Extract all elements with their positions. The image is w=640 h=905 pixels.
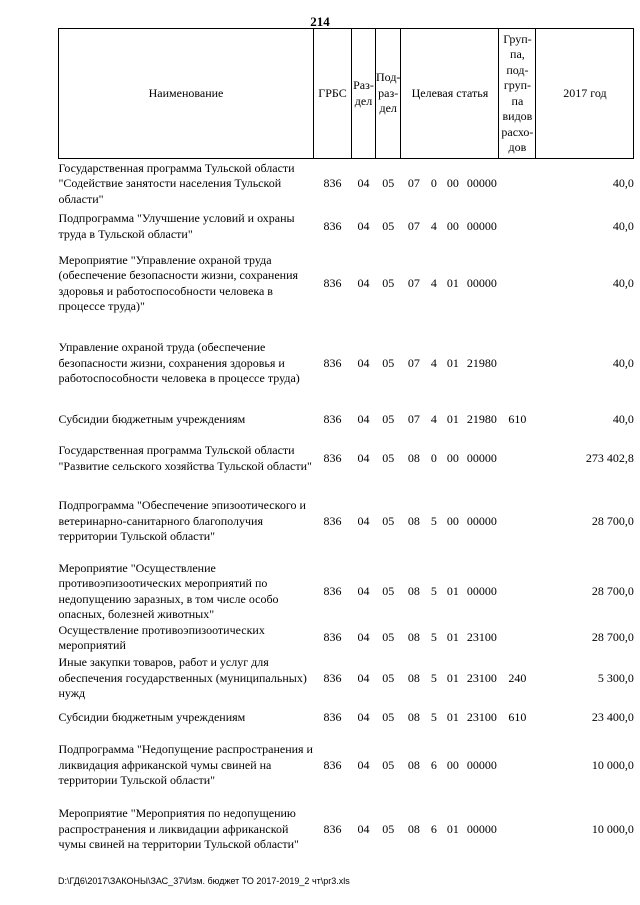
row-razdel: 04 <box>357 821 370 836</box>
row-grbs: 836 <box>323 218 342 233</box>
row-razdel: 04 <box>357 176 370 190</box>
row-target-event: 01 <box>446 355 459 370</box>
row-target-event: 01 <box>446 275 459 290</box>
row-podrazdel: 05 <box>382 450 395 465</box>
row-razdel: 04 <box>357 513 370 528</box>
row-amount: 23 400,0 <box>591 709 634 724</box>
table-row <box>59 435 634 483</box>
row-target-direction: 00000 <box>466 821 497 836</box>
row-amount: 28 700,0 <box>591 583 634 598</box>
row-name: Подпрограмма "Недопущение распространения и ликвидация африканской чумы свиней на территории Тульской области" <box>58 742 313 788</box>
table-row <box>59 623 634 654</box>
row-expense-type <box>499 159 536 209</box>
row-razdel: 04 <box>357 355 370 370</box>
table-row <box>59 483 634 561</box>
row-amount: 10 000,0 <box>591 821 634 836</box>
row-target-subprogram: 5 <box>430 670 437 685</box>
row-name: Государственная программа Тульской области "Развитие сельского хозяйства Тульской области" <box>58 443 312 473</box>
row-grbs: 836 <box>323 513 342 528</box>
row-target-direction: 00000 <box>466 450 497 465</box>
row-target-program: 07 <box>407 218 420 233</box>
row-grbs: 836 <box>323 821 342 836</box>
row-target-direction: 00000 <box>466 176 497 190</box>
row-podrazdel: 05 <box>382 670 395 685</box>
row-expense-type <box>499 209 536 245</box>
row-amount: 10 000,0 <box>591 757 634 772</box>
row-expense-type <box>499 561 536 623</box>
row-target-direction: 23100 <box>466 670 497 685</box>
row-razdel: 04 <box>357 709 370 724</box>
row-grbs: 836 <box>323 450 342 465</box>
row-grbs: 836 <box>323 757 342 772</box>
table-row <box>59 323 634 405</box>
row-target-program: 08 <box>407 670 420 685</box>
budget-table <box>58 28 634 860</box>
row-amount: 5 300,0 <box>597 670 634 685</box>
row-name: Мероприятие "Управление охраной труда (обеспечение безопасности жизни, сохранения здоровья и работоспособности человека в процессе труда)" <box>58 252 299 313</box>
header-podrazdel: Под- раз- дел <box>376 29 401 159</box>
table-row <box>59 732 634 800</box>
row-target-subprogram: 4 <box>430 411 437 426</box>
row-grbs: 836 <box>323 709 342 724</box>
row-razdel: 04 <box>357 218 370 233</box>
row-target-direction: 00000 <box>466 513 497 528</box>
row-target-subprogram: 0 <box>430 450 437 465</box>
row-expense-type <box>499 732 536 800</box>
table-row <box>59 209 634 245</box>
row-target-event: 01 <box>446 411 459 426</box>
row-target-direction: 00000 <box>466 757 497 772</box>
row-podrazdel: 05 <box>382 757 395 772</box>
row-razdel: 04 <box>357 450 370 465</box>
row-expense-type: 240 <box>508 670 527 685</box>
row-expense-type: 610 <box>508 411 527 426</box>
table-row <box>59 405 634 435</box>
row-grbs: 836 <box>323 583 342 598</box>
file-path-footer: D:\ГД6\2017\ЗАКОНЫ\ЗАС_37\Изм. бюджет ТО 2017-2019_2 чт\pr3.xls <box>58 876 350 886</box>
row-target-direction: 23100 <box>466 709 497 724</box>
row-target-program: 07 <box>407 355 420 370</box>
row-name: Иные закупки товаров, работ и услуг для обеспечения государственных (муниципальных) нужд <box>58 655 307 701</box>
row-grbs: 836 <box>323 411 342 426</box>
row-razdel: 04 <box>357 583 370 598</box>
row-name: Осуществление противоэпизоотических мероприятий <box>58 622 265 652</box>
row-target-program: 08 <box>407 513 420 528</box>
row-target-event: 00 <box>446 450 459 465</box>
row-target-program: 07 <box>407 176 420 190</box>
row-podrazdel: 05 <box>382 630 395 645</box>
row-expense-type <box>499 800 536 860</box>
row-expense-type <box>499 623 536 654</box>
row-name: Субсидии бюджетным учреждениям <box>58 709 246 724</box>
row-podrazdel: 05 <box>382 355 395 370</box>
row-target-program: 08 <box>407 450 420 465</box>
row-grbs: 836 <box>323 275 342 290</box>
row-target-program: 07 <box>407 275 420 290</box>
row-amount: 28 700,0 <box>591 630 634 645</box>
row-podrazdel: 05 <box>382 275 395 290</box>
row-target-direction: 00000 <box>466 583 497 598</box>
row-name: Подпрограмма "Улучшение условий и охраны труда в Тульской области" <box>58 211 295 241</box>
row-amount: 40,0 <box>612 275 634 290</box>
row-target-direction: 21980 <box>466 411 497 426</box>
row-grbs: 836 <box>323 176 342 190</box>
row-target-subprogram: 5 <box>430 513 437 528</box>
header-razdel: Раз- дел <box>352 29 376 159</box>
row-expense-type <box>499 323 536 405</box>
row-name: Подпрограмма "Обеспечение эпизоотического и ветеринарно-санитарного благополучия территории Тульской области" <box>58 498 306 544</box>
row-name: Субсидии бюджетным учреждениям <box>58 411 246 426</box>
row-expense-type <box>499 483 536 561</box>
table-body <box>59 159 634 860</box>
row-grbs: 836 <box>323 630 342 645</box>
table-row <box>59 654 634 704</box>
row-target-direction: 21980 <box>466 355 497 370</box>
row-name: Мероприятие "Мероприятия по недопущению распространения и ликвидации африканской чумы свиней на территории Тульской области" <box>58 806 299 852</box>
row-razdel: 04 <box>357 757 370 772</box>
row-target-program: 08 <box>407 630 420 645</box>
row-target-subprogram: 6 <box>430 821 437 836</box>
row-name: Управление охраной труда (обеспечение безопасности жизни, сохранения здоровья и работоспособности человека в процессе труда) <box>58 340 300 386</box>
row-amount: 40,0 <box>612 218 634 233</box>
row-target-subprogram: 0 <box>430 176 437 190</box>
header-year-2017: 2017 год <box>536 29 634 159</box>
row-target-event: 00 <box>446 176 459 190</box>
row-target-event: 01 <box>446 821 459 836</box>
row-amount: 28 700,0 <box>591 513 634 528</box>
row-name: Государственная программа Тульской области "Содействие занятости населения Тульской области" <box>58 160 295 206</box>
header-grbs: ГРБС <box>314 29 352 159</box>
row-target-direction: 00000 <box>466 218 497 233</box>
row-razdel: 04 <box>357 275 370 290</box>
row-target-event: 01 <box>446 670 459 685</box>
row-grbs: 836 <box>323 355 342 370</box>
row-target-event: 00 <box>446 218 459 233</box>
row-target-direction: 23100 <box>466 630 497 645</box>
row-target-program: 08 <box>407 583 420 598</box>
row-podrazdel: 05 <box>382 821 395 836</box>
row-podrazdel: 05 <box>382 709 395 724</box>
row-amount: 40,0 <box>612 355 634 370</box>
row-podrazdel: 05 <box>382 176 395 190</box>
row-razdel: 04 <box>357 670 370 685</box>
row-podrazdel: 05 <box>382 513 395 528</box>
table-row <box>59 159 634 209</box>
row-target-event: 00 <box>446 757 459 772</box>
row-target-subprogram: 5 <box>430 583 437 598</box>
row-amount: 40,0 <box>612 176 634 190</box>
row-target-event: 01 <box>446 630 459 645</box>
row-target-subprogram: 4 <box>430 355 437 370</box>
row-target-program: 07 <box>407 411 420 426</box>
row-grbs: 836 <box>323 670 342 685</box>
row-target-direction: 00000 <box>466 275 497 290</box>
table-row <box>59 800 634 860</box>
table-row <box>59 704 634 732</box>
row-target-event: 01 <box>446 709 459 724</box>
table-header <box>59 29 634 159</box>
row-name: Мероприятие "Осуществление противоэпизоотических мероприятий по недопущению заразных, в том числе особо опасных, болезней животных" <box>58 560 279 621</box>
header-expense-group: Груп- па, под- груп- па видов расхо- дов <box>499 29 536 159</box>
header-target-article: Целевая статья <box>401 29 499 159</box>
row-target-program: 08 <box>407 709 420 724</box>
row-razdel: 04 <box>357 411 370 426</box>
row-expense-type <box>499 435 536 483</box>
row-podrazdel: 05 <box>382 218 395 233</box>
row-target-program: 08 <box>407 757 420 772</box>
row-amount: 40,0 <box>612 411 634 426</box>
row-target-subprogram: 6 <box>430 757 437 772</box>
row-target-subprogram: 5 <box>430 630 437 645</box>
row-podrazdel: 05 <box>382 583 395 598</box>
row-expense-type <box>499 245 536 323</box>
row-amount: 273 402,8 <box>585 450 634 465</box>
row-target-event: 01 <box>446 583 459 598</box>
header-name: Наименование <box>59 29 314 159</box>
table-row <box>59 245 634 323</box>
row-target-event: 00 <box>446 513 459 528</box>
page-number: 214 <box>310 14 330 29</box>
row-target-subprogram: 4 <box>430 218 437 233</box>
row-target-subprogram: 4 <box>430 275 437 290</box>
row-target-subprogram: 5 <box>430 709 437 724</box>
row-target-program: 08 <box>407 821 420 836</box>
row-razdel: 04 <box>357 630 370 645</box>
row-expense-type: 610 <box>508 709 527 724</box>
row-podrazdel: 05 <box>382 411 395 426</box>
table-row <box>59 561 634 623</box>
